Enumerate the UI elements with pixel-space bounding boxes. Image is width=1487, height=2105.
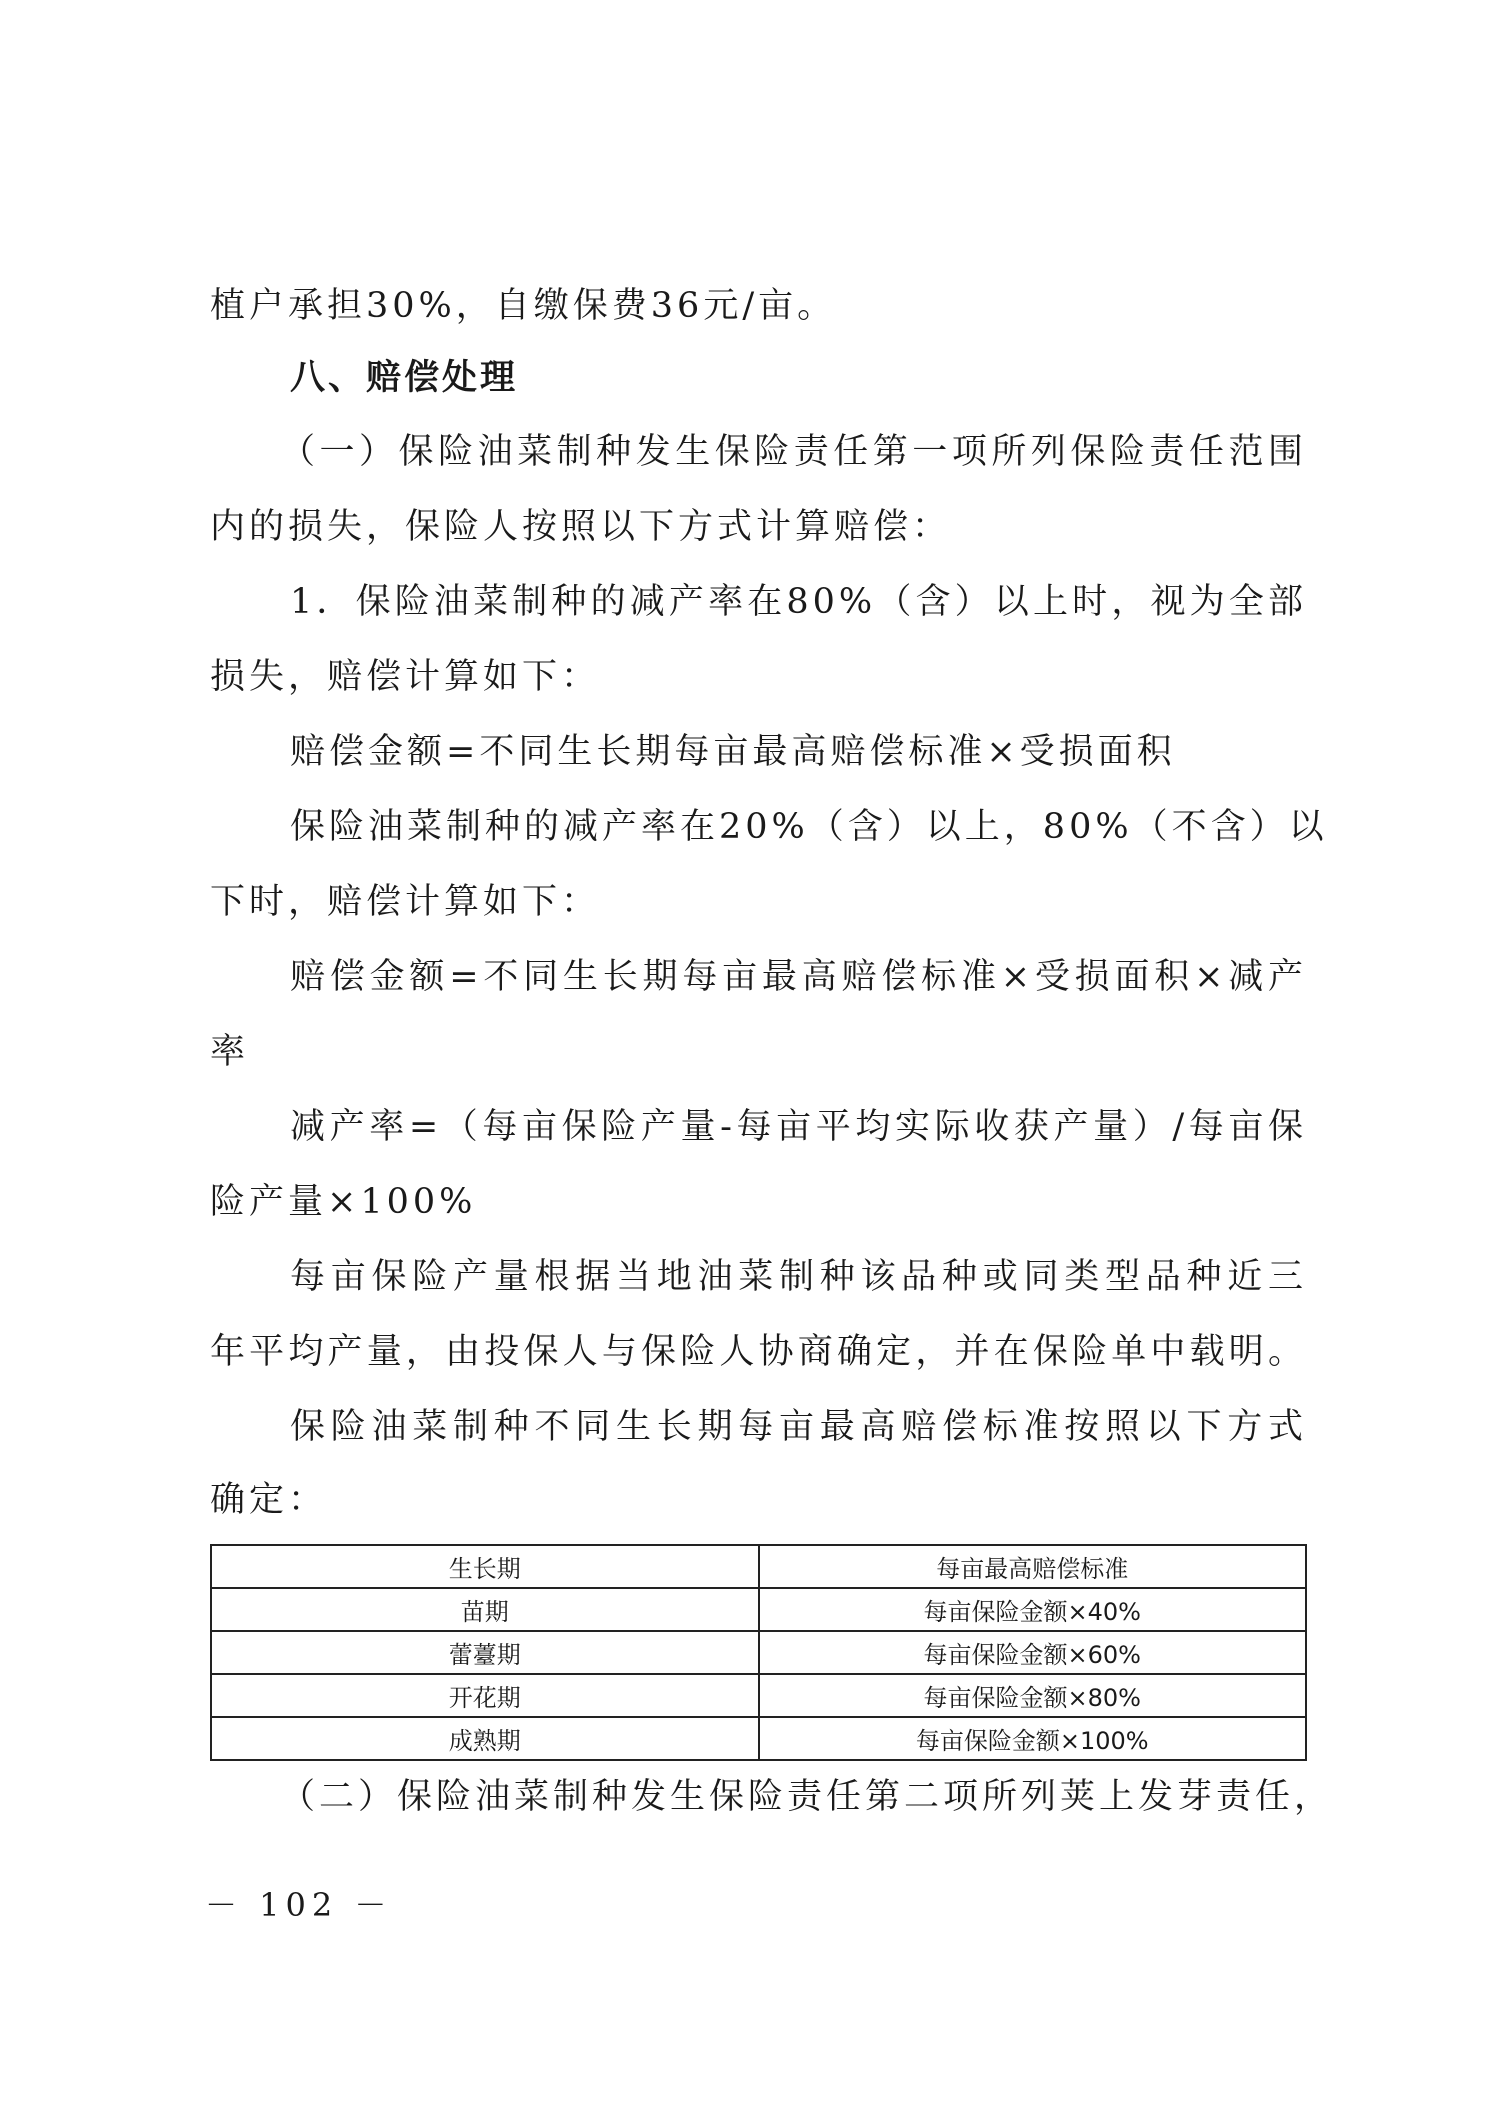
table-row — [211, 1631, 1306, 1674]
formula-line: 率 — [210, 1032, 250, 1072]
paragraph-line: 确定： — [210, 1480, 328, 1520]
table-header-row — [211, 1545, 1306, 1588]
compensation-standard-table — [210, 1544, 1307, 1761]
paragraph-line: 损失，赔偿计算如下： — [210, 657, 601, 697]
table-row — [211, 1588, 1306, 1631]
paragraph-line: 保险油菜制种不同生长期每亩最高赔偿标准按照以下方式 — [290, 1407, 1307, 1447]
growth-stage-cell: 成熟期 — [211, 1717, 759, 1760]
column-header-growth-stage: 生长期 — [211, 1545, 759, 1588]
compensation-cell: 每亩保险金额×60% — [759, 1631, 1307, 1674]
paragraph-line: 每亩保险产量根据当地油菜制种该品种或同类型品种近三 — [290, 1257, 1307, 1297]
paragraph-line: （二）保险油菜制种发生保险责任第二项所列荚上发芽责任， — [280, 1777, 1334, 1817]
growth-stage-cell: 蕾薹期 — [211, 1631, 759, 1674]
paragraph-line: （一）保险油菜制种发生保险责任第一项所列保险责任范围 — [280, 432, 1307, 472]
table-row — [211, 1717, 1306, 1760]
table-row — [211, 1674, 1306, 1717]
paragraph-line: 保险油菜制种的减产率在20%（含）以上，80%（不含）以 — [290, 807, 1328, 847]
page-number: － 102 － — [205, 1886, 393, 1924]
paragraph-line: 下时，赔偿计算如下： — [210, 882, 601, 922]
paragraph-line: 内的损失，保险人按照以下方式计算赔偿： — [210, 507, 952, 547]
paragraph-line: 年平均产量，由投保人与保险人协商确定，并在保险单中载明。 — [210, 1332, 1307, 1372]
formula-line: 险产量×100% — [210, 1182, 477, 1222]
growth-stage-cell: 开花期 — [211, 1674, 759, 1717]
paragraph-line: 1．保险油菜制种的减产率在80%（含）以上时，视为全部 — [290, 582, 1307, 622]
formula-line: 赔偿金额=不同生长期每亩最高赔偿标准×受损面积×减产 — [290, 957, 1307, 997]
formula-line: 减产率=（每亩保险产量-每亩平均实际收获产量）/每亩保 — [290, 1107, 1307, 1147]
growth-stage-cell: 苗期 — [211, 1588, 759, 1631]
column-header-max-compensation: 每亩最高赔偿标准 — [759, 1545, 1307, 1588]
section-heading: 八、赔偿处理 — [290, 358, 519, 398]
paragraph-line: 植户承担30%，自缴保费36元/亩。 — [210, 286, 837, 326]
formula-line: 赔偿金额=不同生长期每亩最高赔偿标准×受损面积 — [290, 732, 1176, 772]
compensation-cell: 每亩保险金额×100% — [759, 1717, 1307, 1760]
compensation-cell: 每亩保险金额×40% — [759, 1588, 1307, 1631]
compensation-cell: 每亩保险金额×80% — [759, 1674, 1307, 1717]
